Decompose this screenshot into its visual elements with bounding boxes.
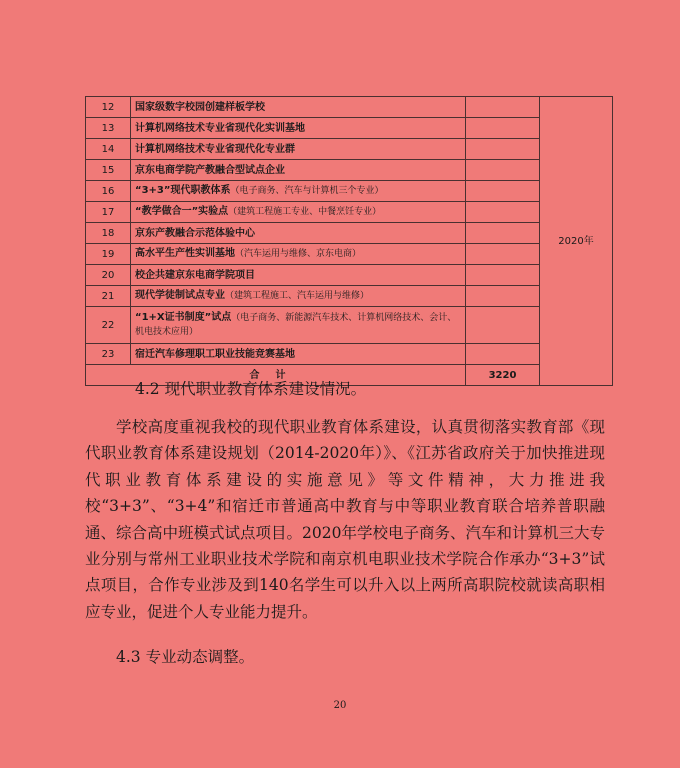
row-number: 13 [86,118,131,139]
row-item [131,307,466,344]
row-amount [466,244,540,265]
row-number: 20 [86,265,131,286]
row-item [131,139,466,160]
row-item-name: 宿迁汽车修理职工职业技能竞赛基地 [135,348,295,360]
row-number: 17 [86,202,131,223]
row-item-detail: （汽车运用与维修、京东电商） [235,249,362,259]
row-item-detail: （建筑工程施工专业、中餐烹饪专业） [228,207,382,217]
row-item [131,118,466,139]
row-item [131,344,466,365]
year-cell: 2020年 [540,97,613,386]
row-item-name: 高水平生产性实训基地 [135,248,235,259]
row-amount [466,223,540,244]
row-amount [466,181,540,202]
row-item-name: “1+X证书制度”试点 [135,312,232,323]
table-row [86,286,613,307]
row-item [131,244,466,265]
row-item [131,286,466,307]
row-item-detail: （建筑工程施工、汽车运用与维修） [225,291,370,301]
row-item [131,223,466,244]
row-number: 21 [86,286,131,307]
row-amount [466,286,540,307]
section-4-2-paragraph: 学校高度重视我校的现代职业教育体系建设，认真贯彻落实教育部《现代职业教育体系建设规划（2014-2020年）》、《江苏省政府关于加快推进现代职业教育体系建设的实施意见》等文件精神，大力推进我校“3+3”、“3+4”和宿迁市普通高中教育与中等职业教育联合培养普职融通、综合高中班模式试点项目。2020年学校电子商务、汽车和计算机三大专业分别与常州工业职业技术学院和南京机电职业技术学院合作承办“3+3”试点项目，合作专业涉及到140名学生可以升入以上两所高职院校就读高职相应专业，促进个人专业能力提升。 [85,418,605,621]
table-row [86,97,613,118]
row-number: 22 [86,307,131,344]
row-number: 14 [86,139,131,160]
row-number: 16 [86,181,131,202]
row-number: 23 [86,344,131,365]
row-item-name: 计算机网络技术专业省现代化专业群 [135,143,295,155]
table-row [86,118,613,139]
row-number: 12 [86,97,131,118]
row-item-name: 京东电商学院产教融合型试点企业 [135,164,285,176]
row-item [131,160,466,181]
row-item-name: “3+3”现代职教体系 [135,185,231,196]
total-label: 合计 [86,365,466,386]
row-amount [466,118,540,139]
table-row [86,344,613,365]
row-amount [466,307,540,344]
row-item [131,97,466,118]
row-amount [466,160,540,181]
row-item-name: 国家级数字校园创建样板学校 [135,101,265,113]
table-row [86,223,613,244]
row-number: 18 [86,223,131,244]
row-amount [466,344,540,365]
row-item-name: 计算机网络技术专业省现代化实训基地 [135,122,305,134]
section-4-2-heading: 4.2 现代职业教育体系建设情况。 [135,380,367,398]
row-amount [466,202,540,223]
table-row [86,265,613,286]
section-4-3-heading: 4.3 专业动态调整。 [116,648,255,666]
row-amount [466,97,540,118]
row-number: 19 [86,244,131,265]
table-row [86,139,613,160]
page-number: 20 [333,700,347,711]
row-item-detail: （电子商务、汽车与计算机三个专业） [230,186,384,196]
table-row [86,160,613,181]
total-value: 3220 [466,365,540,386]
row-amount [466,265,540,286]
table-row [86,181,613,202]
row-amount [466,139,540,160]
row-item-name: “教学做合一”实验点 [135,206,229,217]
table-row [86,244,613,265]
row-number: 15 [86,160,131,181]
row-item-detail: （电子商务、新能源汽车技术、计算机网络技术、会计、机电技术应用） [135,313,457,337]
table-row [86,202,613,223]
honors-table [85,96,613,386]
row-item-name: 现代学徒制试点专业 [135,290,225,301]
row-item-name: 校企共建京东电商学院项目 [135,269,255,281]
table-row [86,307,613,344]
row-item [131,181,466,202]
honors-table-body [86,97,613,386]
row-item [131,265,466,286]
row-item [131,202,466,223]
row-item-name: 京东产教融合示范体验中心 [135,227,255,239]
